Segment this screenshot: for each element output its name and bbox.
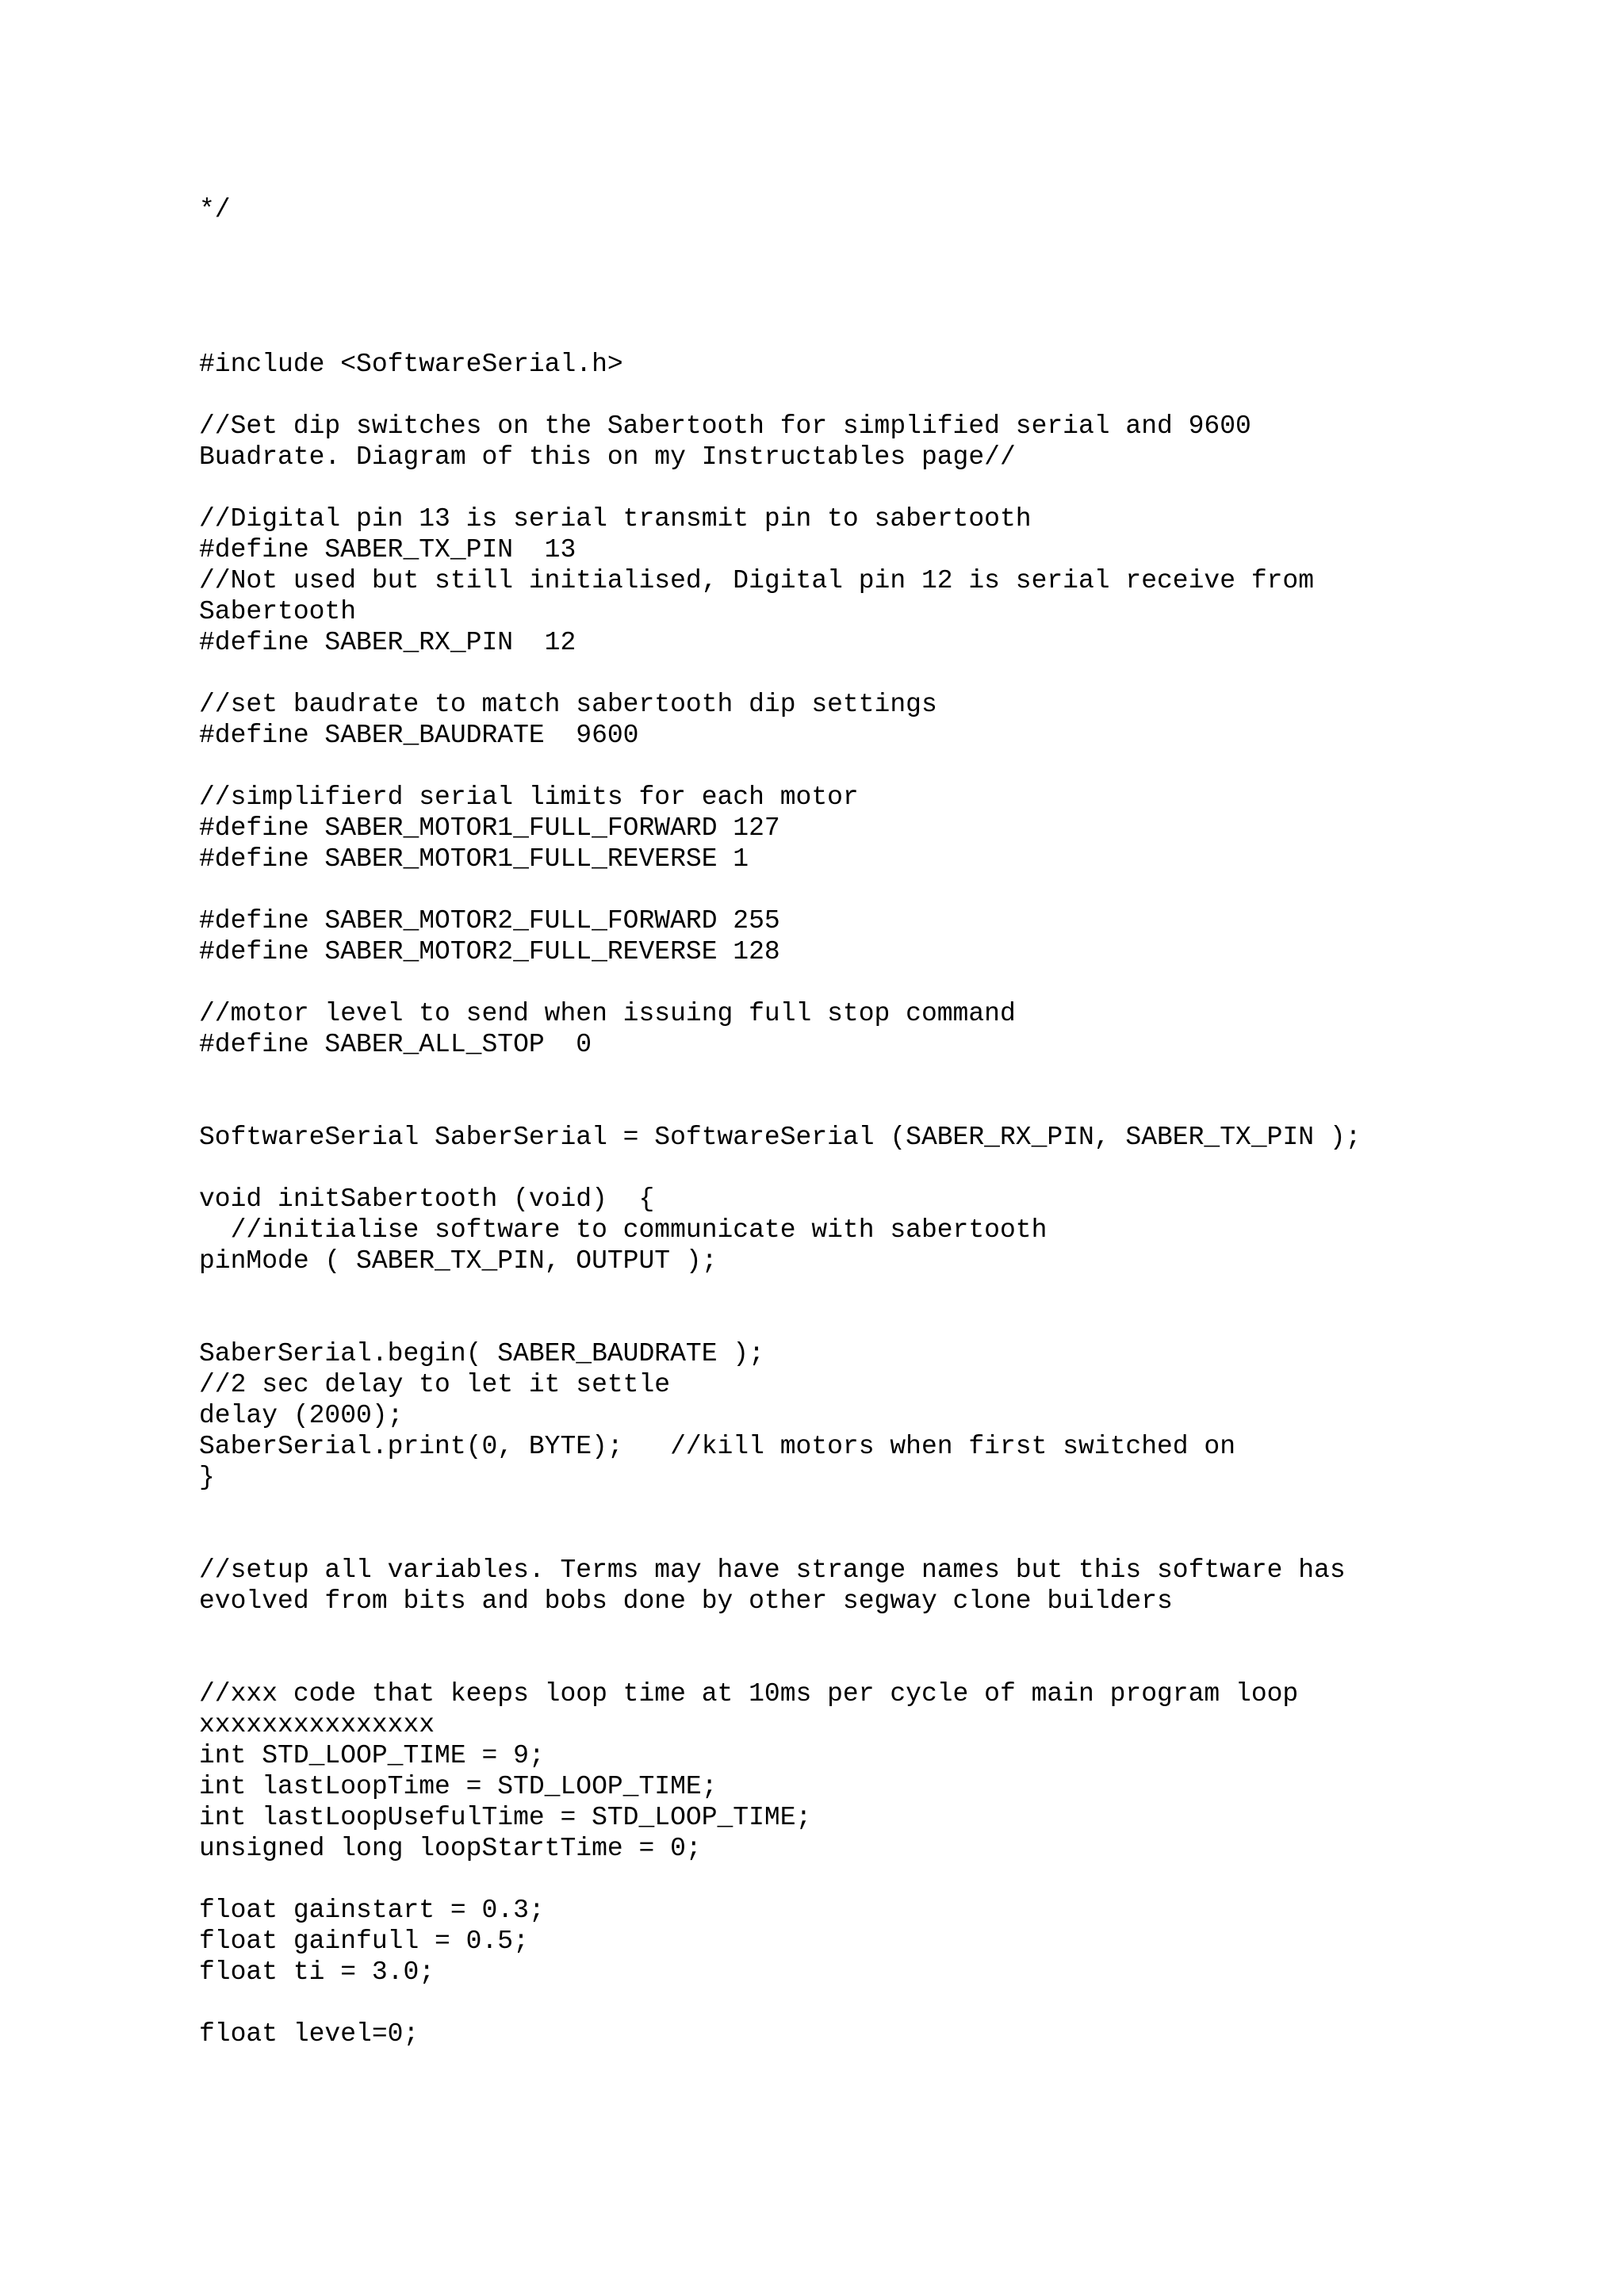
code-line: Buadrate. Diagram of this on my Instructables page//	[199, 442, 1016, 472]
code-line: */	[199, 195, 231, 224]
code-line: #define SABER_BAUDRATE 9600	[199, 721, 639, 750]
code-listing	[199, 194, 1547, 2049]
code-line: int lastLoopTime = STD_LOOP_TIME;	[199, 1772, 718, 1801]
blank-line	[199, 1307, 1547, 1338]
blank-line	[199, 287, 1547, 318]
code-line: //setup all variables. Terms may have strange names but this software has	[199, 1556, 1346, 1585]
code-line: #define SABER_MOTOR2_FULL_FORWARD 255	[199, 906, 780, 936]
code-line: //motor level to send when issuing full stop command	[199, 999, 1016, 1028]
blank-line	[199, 658, 1547, 689]
code-line: float level=0;	[199, 2019, 419, 2049]
code-line: int STD_LOOP_TIME = 9;	[199, 1741, 545, 1770]
code-line: #define SABER_ALL_STOP 0	[199, 1030, 592, 1059]
blank-line	[199, 751, 1547, 782]
code-line: //Set dip switches on the Sabertooth for simplified serial and 9600	[199, 411, 1251, 441]
blank-line	[199, 225, 1547, 256]
blank-line	[199, 1276, 1547, 1307]
blank-line	[199, 380, 1547, 411]
blank-line	[199, 473, 1547, 503]
code-line: SaberSerial.begin( SABER_BAUDRATE );	[199, 1339, 764, 1368]
code-line: #define SABER_RX_PIN 12	[199, 628, 576, 657]
code-line: //xxx code that keeps loop time at 10ms per cycle of main program loop	[199, 1679, 1299, 1709]
blank-line	[199, 256, 1547, 287]
code-line: evolved from bits and bobs done by other segway clone builders	[199, 1586, 1173, 1616]
code-line: //set baudrate to match sabertooth dip settings	[199, 690, 937, 719]
code-line: float gainfull = 0.5;	[199, 1927, 529, 1956]
code-line: //2 sec delay to let it settle	[199, 1370, 671, 1399]
code-line: #define SABER_TX_PIN 13	[199, 535, 576, 564]
code-line: //initialise software to communicate with sabertooth	[199, 1215, 1048, 1245]
blank-line	[199, 318, 1547, 349]
blank-line	[199, 1153, 1547, 1184]
code-line: //simplifierd serial limits for each motor	[199, 783, 859, 812]
code-line: #define SABER_MOTOR1_FULL_REVERSE 1	[199, 844, 749, 874]
code-line: delay (2000);	[199, 1401, 404, 1430]
blank-line	[199, 1524, 1547, 1555]
code-line: #define SABER_MOTOR2_FULL_REVERSE 128	[199, 937, 780, 966]
code-line: unsigned long loopStartTime = 0;	[199, 1834, 702, 1863]
code-line: }	[199, 1463, 215, 1492]
blank-line	[199, 1091, 1547, 1122]
blank-line	[199, 1060, 1547, 1091]
blank-line	[199, 1617, 1547, 1647]
code-line: float gainstart = 0.3;	[199, 1896, 545, 1925]
code-line: void initSabertooth (void) {	[199, 1184, 655, 1214]
blank-line	[199, 1647, 1547, 1678]
code-line: #include <SoftwareSerial.h>	[199, 350, 623, 379]
code-line: pinMode ( SABER_TX_PIN, OUTPUT );	[199, 1246, 718, 1276]
blank-line	[199, 1864, 1547, 1895]
code-line: //Digital pin 13 is serial transmit pin to sabertooth	[199, 504, 1032, 534]
code-line: Sabertooth	[199, 597, 357, 626]
blank-line	[199, 1493, 1547, 1524]
blank-line	[199, 967, 1547, 998]
code-line: float ti = 3.0;	[199, 1957, 435, 1987]
code-line: SoftwareSerial SaberSerial = SoftwareSerial (SABER_RX_PIN, SABER_TX_PIN );	[199, 1123, 1362, 1152]
code-line: int lastLoopUsefulTime = STD_LOOP_TIME;	[199, 1803, 812, 1832]
code-line: xxxxxxxxxxxxxxx	[199, 1710, 435, 1739]
code-line: SaberSerial.print(0, BYTE); //kill motors when first switched on	[199, 1432, 1236, 1461]
blank-line	[199, 1988, 1547, 2019]
code-line: #define SABER_MOTOR1_FULL_FORWARD 127	[199, 813, 780, 843]
blank-line	[199, 874, 1547, 905]
code-line: //Not used but still initialised, Digital pin 12 is serial receive from	[199, 566, 1315, 595]
